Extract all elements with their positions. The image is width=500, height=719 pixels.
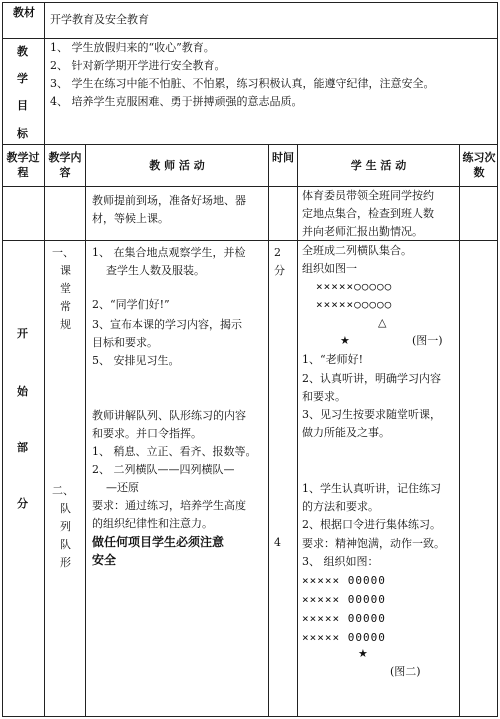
time-unit: 分 (274, 264, 285, 277)
formation-row: ×××××○○○○○ (316, 280, 393, 293)
content-1-char: 堂 (60, 282, 71, 295)
student-line: 全班成二列横队集合。 (302, 244, 412, 257)
pre-student-line: 定地点集合，检查到班人数 (302, 207, 434, 220)
col-header-student: 学 生 活 动 (350, 159, 407, 172)
student-line: 1、学生认真听讲，记住练习 (302, 482, 441, 495)
goal-item: 3、 学生在练习中能不怕脏、不怕累，练习积极认真，能遵守纪律，注意安全。 (50, 77, 435, 90)
col-header-process: 教学过程 (6, 151, 40, 179)
rule (44, 2, 45, 717)
col-header-reps: 练习次数 (462, 151, 496, 179)
goal-item: 1、 学生放假归来的“收心”教育。 (50, 41, 215, 54)
rule (2, 2, 498, 3)
teacher-line: 5、 安排见习生。 (92, 354, 180, 367)
rule (2, 144, 498, 145)
pre-teacher-line: 材，等候上课。 (92, 212, 169, 225)
goals-label-3: 目 (17, 99, 28, 112)
safety-note: 做任何项目学生必须注意 (92, 535, 225, 549)
content-2-char: 队 (60, 502, 71, 515)
student-line: 组织如图一 (302, 262, 357, 275)
star-icon: ★ (340, 334, 350, 347)
rule (2, 716, 498, 717)
goal-item: 4、 培养学生克服困难、勇于拼搏顽强的意志品质。 (50, 95, 303, 108)
teacher-line: 的组织纪律性和注意力。 (92, 517, 213, 530)
teacher-line: 1、 稍息、立正、看齐、报数等。 (92, 445, 257, 458)
content-1-char: 常 (60, 300, 71, 313)
student-line: 1、“老师好! (302, 353, 364, 366)
goals-label-1: 教 (17, 45, 28, 58)
pre-student-line: 体育委员带领全班同学按约 (302, 189, 434, 202)
content-2-char: 列 (60, 520, 71, 533)
student-line: 2、认真听讲，明确学习内容 (302, 372, 441, 385)
pre-teacher-line: 教师提前到场，准备好场地、器 (92, 194, 246, 207)
rule (297, 144, 298, 717)
rule (268, 144, 269, 717)
student-line: 3、 组织如图： (302, 555, 379, 568)
time-value: 2 (274, 246, 281, 259)
time-value: 4 (274, 536, 281, 549)
col-header-content: 教学内容 (48, 151, 82, 179)
process-char: 分 (17, 497, 28, 510)
formation-row: ××××× 00000 (302, 574, 386, 587)
triangle-marker: △ (378, 316, 387, 329)
process-char: 部 (17, 441, 28, 454)
goals-label-2: 学 (17, 72, 28, 85)
teacher-line: 目标和要求。 (92, 336, 158, 349)
teacher-line: 3、宣布本课的学习内容，揭示 (92, 318, 242, 331)
col-header-teacher: 教 师 活 动 (149, 159, 205, 172)
student-line: 3、见习生按要求随堂听课， (302, 408, 441, 421)
material-label: 教材 (13, 6, 35, 19)
content-1-index: 一、 (52, 246, 74, 259)
teacher-line: 教师讲解队列、队形练习的内容 (92, 409, 246, 422)
content-1-char: 课 (60, 264, 71, 277)
process-char: 始 (17, 385, 28, 398)
goal-item: 2、 针对新学期开学进行安全教育。 (50, 59, 226, 72)
student-line: 要求：精神饱满，动作一致。 (302, 537, 445, 550)
formation-row: ×××××○○○○○ (316, 298, 393, 311)
teacher-line: 要求：通过练习，培养学生高度 (92, 499, 246, 512)
content-2-index: 二、 (52, 484, 74, 497)
col-header-time: 时间 (272, 151, 294, 164)
content-2-char: 队 (60, 538, 71, 551)
rule (2, 38, 498, 39)
teacher-line: 2、“同学们好!” (92, 298, 170, 311)
process-char: 开 (17, 327, 28, 340)
figure-caption: (图一) (412, 334, 443, 347)
rule (497, 2, 498, 717)
content-2-char: 形 (60, 556, 71, 569)
rule (2, 2, 3, 717)
teacher-line: 和要求。并口令指挥。 (92, 427, 202, 440)
teacher-line: 2、 二列横队——四列横队— (92, 463, 235, 476)
student-line: 和要求。 (302, 390, 346, 403)
teacher-line: 查学生人数及服装。 (106, 264, 205, 277)
rule (2, 240, 498, 241)
student-line: 做力所能及之事。 (302, 426, 390, 439)
content-1-char: 规 (60, 318, 71, 331)
formation-row: ××××× 00000 (302, 593, 386, 606)
material-value: 开学教育及安全教育 (50, 13, 149, 26)
student-line: 2、根据口令进行集体练习。 (302, 518, 441, 531)
pre-student-line: 并向老师汇报出勤情况。 (302, 225, 423, 238)
teacher-line: 1、 在集合地点观察学生，并检 (92, 246, 246, 259)
student-line: 的方法和要求。 (302, 500, 379, 513)
formation-row: ××××× 00000 (302, 631, 386, 644)
rule (85, 144, 86, 717)
teacher-line: —还原 (106, 481, 139, 494)
rule (2, 186, 498, 187)
star-icon: ★ (358, 647, 368, 660)
rule (459, 144, 460, 717)
goals-label-4: 标 (17, 127, 28, 140)
formation-row: ××××× 00000 (302, 612, 386, 625)
safety-note: 安全 (92, 553, 117, 567)
figure-caption: (图二) (390, 665, 421, 678)
